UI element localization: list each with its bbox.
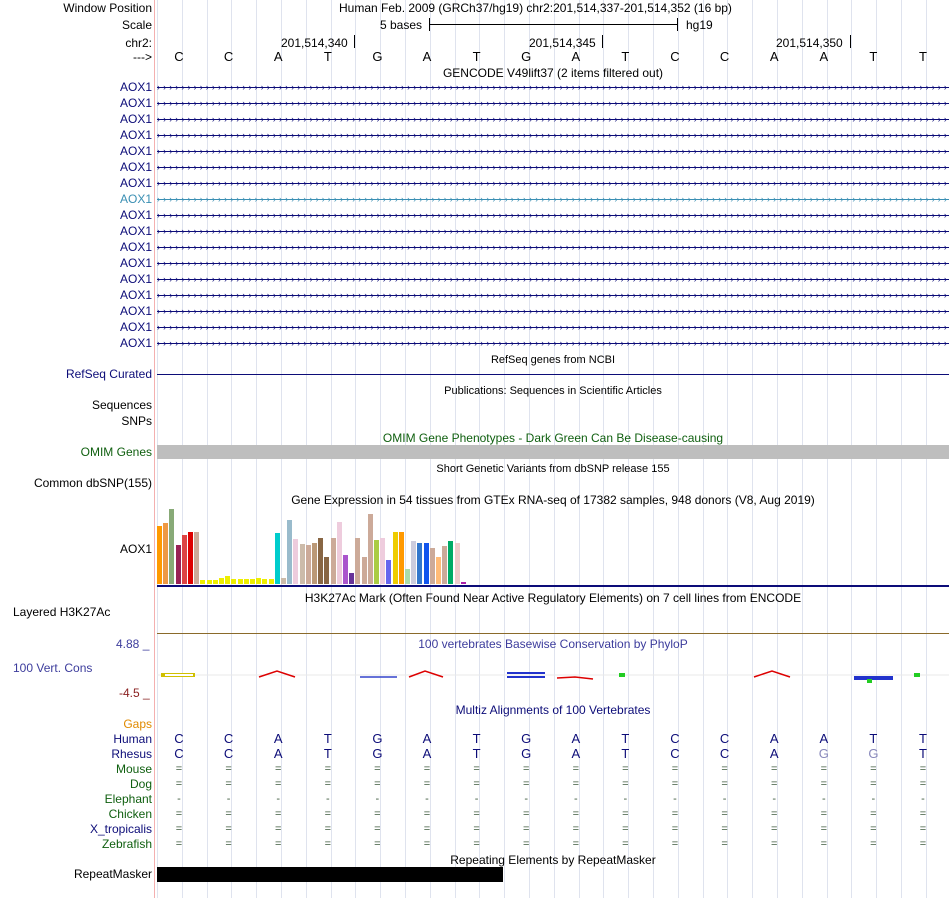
repeatmasker-element[interactable] (157, 867, 503, 882)
multiz-base: C (719, 731, 730, 746)
gtex-tissue-bar[interactable] (244, 579, 249, 584)
multiz-species-label[interactable]: Zebrafish (101, 837, 152, 851)
multiz-base: = (671, 838, 679, 850)
base-letter: C (223, 49, 234, 64)
chrom-label: chr2: (125, 36, 152, 50)
multiz-base: - (524, 793, 529, 805)
gencode-transcript[interactable]: › › › › › › › › › › › › › › › › › › › › › › › › › › › › › › › › › › › › › › › › › › › › › › › › › › › › › › › › › › › › › › › › › › › › › › › › › › › › › › › › › › › › › › › › › › › › › › › › › › › › › › › › › › › › › › › › › › › › › › › › › › › › › › › › › › (157, 275, 949, 284)
multiz-base: = (820, 778, 828, 790)
gtex-title[interactable]: Gene Expression in 54 tissues from GTEx RNA-seq of 17382 samples, 948 donors (V8, Aug 2019) (291, 493, 815, 507)
multiz-base: - (623, 793, 628, 805)
gtex-tissue-bar[interactable] (331, 538, 336, 584)
gtex-tissue-bar[interactable] (269, 579, 274, 584)
gtex-label[interactable]: AOX1 (119, 542, 152, 556)
multiz-base: = (820, 823, 828, 835)
multiz-base: G (521, 731, 532, 746)
gencode-transcript[interactable]: › › › › › › › › › › › › › › › › › › › › › › › › › › › › › › › › › › › › › › › › › › › › › › › › › › › › › › › › › › › › › › › › › › › › › › › › › › › › › › › › › › › › › › › › › › › › › › › › › › › › › › › › › › › › › › › › › › › › › › › › › › › › › › › › › › (157, 83, 949, 92)
multiz-base: C (174, 731, 184, 746)
publications-label-sequences[interactable]: Sequences (91, 398, 152, 412)
base-letter: C (670, 49, 680, 64)
multiz-base: = (423, 763, 431, 775)
gencode-gene-label[interactable]: AOX1 (119, 144, 152, 158)
multiz-base: = (374, 838, 381, 850)
multiz-base: T (323, 731, 332, 746)
multiz-base: G (868, 746, 879, 761)
dbsnp-title[interactable]: Short Genetic Variants from dbSNP release 155 (436, 463, 670, 475)
multiz-base: - (226, 793, 231, 805)
gtex-tissue-bar[interactable] (368, 514, 373, 584)
multiz-base: = (919, 778, 927, 790)
multiz-base: = (274, 778, 282, 790)
gtex-tissue-bar[interactable] (238, 579, 243, 584)
gtex-tissue-bar[interactable] (287, 520, 292, 584)
base-letter: A (769, 49, 779, 64)
multiz-base: = (225, 778, 232, 790)
multiz-base: = (522, 808, 530, 820)
position-label-1: 201,514,340 (281, 36, 348, 50)
scale-db: hg19 (686, 18, 713, 32)
multiz-base: = (770, 808, 778, 820)
conservation-plot[interactable] (157, 664, 949, 686)
multiz-base: = (324, 763, 332, 775)
base-letter: G (372, 49, 383, 64)
gencode-transcript[interactable]: › › › › › › › › › › › › › › › › › › › › › › › › › › › › › › › › › › › › › › › › › › › › › › › › › › › › › › › › › › › › › › › › › › › › › › › › › › › › › › › › › › › › › › › › › › › › › › › › › › › › › › › › › › › › › › › › › › › › › › › › › › › › › › › › › › (157, 339, 949, 348)
gencode-transcript[interactable]: › › › › › › › › › › › › › › › › › › › › › › › › › › › › › › › › › › › › › › › › › › › › › › › › › › › › › › › › › › › › › › › › › › › › › › › › › › › › › › › › › › › › › › › › › › › › › › › › › › › › › › › › › › › › › › › › › › › › › › › › › › › › › › › › › › (157, 227, 949, 236)
multiz-base: = (324, 823, 332, 835)
gtex-tissue-bar[interactable] (374, 540, 379, 584)
gencode-gene-label[interactable]: AOX1 (119, 160, 152, 174)
gtex-tissue-bar[interactable] (424, 543, 429, 584)
gencode-transcript[interactable]: › › › › › › › › › › › › › › › › › › › › › › › › › › › › › › › › › › › › › › › › › › › › › › › › › › › › › › › › › › › › › › › › › › › › › › › › › › › › › › › › › › › › › › › › › › › › › › › › › › › › › › › › › › › › › › › › › › › › › › › › › › › › › › › › › › (157, 243, 949, 252)
multiz-base: = (572, 778, 580, 790)
multiz-base: = (225, 763, 232, 775)
multiz-base: T (919, 731, 927, 746)
multiz-base: = (870, 823, 877, 835)
track-left-edge (154, 0, 155, 898)
repeatmasker-title[interactable]: Repeating Elements by RepeatMasker (450, 853, 656, 867)
multiz-base: C (223, 746, 234, 761)
multiz-base: A (571, 746, 581, 761)
base-letter: C (174, 49, 184, 64)
multiz-base: G (372, 746, 383, 761)
multiz-title[interactable]: Multiz Alignments of 100 Vertebrates (455, 703, 651, 717)
multiz-base: G (818, 746, 829, 761)
gtex-tissue-bar[interactable] (225, 576, 230, 584)
multiz-species-label[interactable]: Chicken (108, 807, 152, 821)
multiz-base: - (276, 793, 281, 805)
base-letter: A (273, 49, 283, 64)
base-letter: T (621, 49, 630, 64)
omim-gene-bar[interactable] (157, 445, 949, 459)
gtex-tissue-bar[interactable] (219, 578, 224, 584)
multiz-base: - (871, 793, 876, 805)
multiz-base: = (721, 808, 728, 820)
gtex-tissue-bar[interactable] (231, 579, 236, 584)
h3k27ac-label[interactable]: Layered H3K27Ac (13, 605, 111, 619)
multiz-base: = (572, 808, 580, 820)
gencode-transcript[interactable]: › › › › › › › › › › › › › › › › › › › › › › › › › › › › › › › › › › › › › › › › › › › › › › › › › › › › › › › › › › › › › › › › › › › › › › › › › › › › › › › › › › › › › › › › › › › › › › › › › › › › › › › › › › › › › › › › › › › › › › › › › › › › › › › › › › (157, 131, 949, 140)
multiz-base: = (721, 763, 728, 775)
gtex-tissue-bar[interactable] (417, 543, 422, 584)
multiz-base: = (374, 823, 381, 835)
multiz-base: = (473, 823, 480, 835)
multiz-base: = (770, 823, 778, 835)
multiz-base: C (670, 746, 680, 761)
multiz-base: = (919, 823, 927, 835)
gencode-gene-label[interactable]: AOX1 (119, 256, 152, 270)
multiz-base: = (870, 808, 877, 820)
multiz-base: = (522, 838, 530, 850)
gtex-tissue-bar[interactable] (163, 523, 168, 584)
multiz-species-label[interactable]: Elephant (104, 792, 152, 806)
multiz-base: - (772, 793, 777, 805)
h3k27ac-baseline (157, 633, 949, 634)
multiz-base: = (770, 778, 778, 790)
gtex-gene-line (157, 585, 949, 587)
multiz-base: - (425, 793, 429, 805)
gencode-transcript[interactable]: › › › › › › › › › › › › › › › › › › › › › › › › › › › › › › › › › › › › › › › › › › › › › › › › › › › › › › › › › › › › › › › › › › › › › › › › › › › › › › › › › › › › › › › › › › › › › › › › › › › › › › › › › › › › › › › › › › › › › › › › › › › › › › › › › › (157, 195, 949, 204)
gtex-tissue-bar[interactable] (430, 548, 435, 584)
multiz-base: = (274, 763, 282, 775)
gtex-tissue-bar[interactable] (262, 579, 267, 584)
multiz-base: - (375, 793, 380, 805)
multiz-base: = (423, 823, 431, 835)
multiz-base: = (622, 763, 629, 775)
multiz-base: T (919, 746, 927, 761)
gtex-tissue-bar[interactable] (281, 578, 286, 584)
multiz-base: = (522, 823, 530, 835)
gtex-tissue-bar[interactable] (312, 543, 317, 584)
multiz-base: = (374, 778, 381, 790)
multiz-base: = (324, 808, 332, 820)
ruler-tick (602, 35, 603, 48)
multiz-base: = (820, 838, 828, 850)
multiz-base: = (870, 763, 877, 775)
gtex-tissue-bar[interactable] (194, 532, 199, 584)
gtex-tissue-bar[interactable] (213, 580, 218, 584)
gencode-gene-label[interactable]: AOX1 (119, 192, 152, 206)
multiz-species-label[interactable]: Human (113, 732, 152, 746)
multiz-gaps-label[interactable]: Gaps (123, 717, 152, 731)
gtex-tissue-bar[interactable] (349, 573, 354, 584)
gencode-transcript[interactable]: › › › › › › › › › › › › › › › › › › › › › › › › › › › › › › › › › › › › › › › › › › › › › › › › › › › › › › › › › › › › › › › › › › › › › › › › › › › › › › › › › › › › › › › › › › › › › › › › › › › › › › › › › › › › › › › › › › › › › › › › › › › › › › › › › › (157, 307, 949, 316)
omim-label[interactable]: OMIM Genes (80, 445, 152, 459)
base-letter: A (571, 49, 581, 64)
multiz-base: = (473, 808, 480, 820)
dbsnp-label[interactable]: Common dbSNP(155) (33, 476, 152, 490)
multiz-base: = (820, 808, 828, 820)
multiz-base: = (175, 763, 183, 775)
multiz-base: = (770, 838, 778, 850)
multiz-base: C (223, 731, 234, 746)
gtex-tissue-bar[interactable] (300, 544, 305, 584)
multiz-base: C (670, 731, 680, 746)
gtex-tissue-bar[interactable] (362, 557, 367, 584)
gencode-transcript[interactable]: › › › › › › › › › › › › › › › › › › › › › › › › › › › › › › › › › › › › › › › › › › › › › › › › › › › › › › › › › › › › › › › › › › › › › › › › › › › › › › › › › › › › › › › › › › › › › › › › › › › › › › › › › › › › › › › › › › › › › › › › › › › › › › › › › › (157, 115, 949, 124)
gtex-tissue-bar[interactable] (182, 535, 187, 584)
multiz-base: - (673, 793, 677, 805)
multiz-base: A (769, 746, 779, 761)
multiz-base: = (324, 778, 332, 790)
multiz-species-label[interactable]: Mouse (115, 762, 152, 776)
multiz-base: = (324, 838, 332, 850)
scale-text: 5 bases (380, 18, 423, 32)
gtex-tissue-bar[interactable] (337, 522, 342, 584)
multiz-base: A (273, 731, 283, 746)
multiz-base: = (870, 838, 877, 850)
multiz-base: = (423, 838, 431, 850)
base-letter: T (919, 49, 927, 64)
multiz-base: = (225, 823, 232, 835)
multiz-base: A (422, 746, 432, 761)
window-position-label: Window Position (63, 1, 152, 15)
gencode-transcript[interactable]: › › › › › › › › › › › › › › › › › › › › › › › › › › › › › › › › › › › › › › › › › › › › › › › › › › › › › › › › › › › › › › › › › › › › › › › › › › › › › › › › › › › › › › › › › › › › › › › › › › › › › › › › › › › › › › › › › › › › › › › › › › › › › › › › › › (157, 147, 949, 156)
base-letter: T (869, 49, 878, 64)
multiz-base: T (472, 731, 481, 746)
scale-bar-right (677, 18, 678, 31)
multiz-base: T (621, 746, 630, 761)
multiz-base: = (473, 763, 480, 775)
gtex-tissue-bar[interactable] (442, 546, 447, 584)
gtex-tissue-bar[interactable] (324, 557, 329, 584)
multiz-base: - (325, 793, 330, 805)
multiz-base: T (472, 746, 481, 761)
gencode-gene-label[interactable]: AOX1 (119, 272, 152, 286)
multiz-base: = (671, 808, 679, 820)
gencode-gene-label[interactable]: AOX1 (119, 240, 152, 254)
gtex-bar-chart[interactable] (157, 508, 537, 584)
gtex-tissue-bar[interactable] (200, 580, 205, 584)
gtex-tissue-bar[interactable] (386, 560, 391, 584)
multiz-base: = (175, 838, 183, 850)
multiz-base: T (323, 746, 332, 761)
multiz-base: = (572, 823, 580, 835)
multiz-base: = (870, 778, 877, 790)
refseq-gene-line[interactable] (157, 374, 949, 375)
gtex-tissue-bar[interactable] (355, 538, 360, 584)
multiz-base: A (769, 731, 779, 746)
gtex-tissue-bar[interactable] (448, 541, 453, 584)
strand-label: ---> (133, 50, 152, 64)
omim-title[interactable]: OMIM Gene Phenotypes - Dark Green Can Be Disease-causing (382, 431, 724, 445)
gtex-tissue-bar[interactable] (207, 580, 212, 584)
multiz-base: = (721, 838, 728, 850)
multiz-base: T (621, 731, 630, 746)
multiz-base: - (573, 793, 578, 805)
conservation-min-label: -4.5 _ (119, 686, 150, 700)
gencode-gene-label[interactable]: AOX1 (119, 336, 152, 350)
gencode-transcript[interactable]: › › › › › › › › › › › › › › › › › › › › › › › › › › › › › › › › › › › › › › › › › › › › › › › › › › › › › › › › › › › › › › › › › › › › › › › › › › › › › › › › › › › › › › › › › › › › › › › › › › › › › › › › › › › › › › › › › › › › › › › › › › › › › › › › › › (157, 163, 949, 172)
gtex-tissue-bar[interactable] (399, 532, 404, 584)
gtex-tissue-bar[interactable] (157, 526, 162, 584)
multiz-base: = (622, 838, 629, 850)
gtex-tissue-bar[interactable] (176, 545, 181, 584)
multiz-base: = (919, 763, 927, 775)
base-letter: A (819, 49, 829, 64)
multiz-base: = (522, 763, 530, 775)
multiz-base: = (820, 763, 828, 775)
multiz-base: = (622, 823, 629, 835)
multiz-base: = (473, 778, 480, 790)
gtex-tissue-bar[interactable] (169, 509, 174, 584)
scale-bar (429, 24, 677, 25)
gtex-tissue-bar[interactable] (306, 545, 311, 584)
multiz-base: = (274, 823, 282, 835)
gencode-gene-label[interactable]: AOX1 (119, 208, 152, 222)
multiz-base: = (374, 763, 381, 775)
scale-label: Scale (121, 18, 152, 32)
multiz-base: A (819, 731, 829, 746)
gencode-transcript[interactable]: › › › › › › › › › › › › › › › › › › › › › › › › › › › › › › › › › › › › › › › › › › › › › › › › › › › › › › › › › › › › › › › › › › › › › › › › › › › › › › › › › › › › › › › › › › › › › › › › › › › › › › › › › › › › › › › › › › › › › › › › › › › › › › › › › › (157, 211, 949, 220)
multiz-base: - (722, 793, 727, 805)
gtex-tissue-bar[interactable] (343, 555, 348, 584)
multiz-base: = (274, 808, 282, 820)
multiz-base: - (921, 793, 925, 805)
multiz-base: = (721, 823, 728, 835)
gencode-gene-label[interactable]: AOX1 (119, 80, 152, 94)
gencode-gene-label[interactable]: AOX1 (119, 288, 152, 302)
gencode-transcript[interactable]: › › › › › › › › › › › › › › › › › › › › › › › › › › › › › › › › › › › › › › › › › › › › › › › › › › › › › › › › › › › › › › › › › › › › › › › › › › › › › › › › › › › › › › › › › › › › › › › › › › › › › › › › › › › › › › › › › › › › › › › › › › › › › › › › › › (157, 291, 949, 300)
gtex-tissue-bar[interactable] (455, 543, 460, 584)
gtex-tissue-bar[interactable] (411, 541, 416, 584)
multiz-base: = (671, 763, 679, 775)
multiz-species-label[interactable]: Rhesus (111, 747, 152, 761)
gtex-tissue-bar[interactable] (250, 579, 255, 584)
gtex-tissue-bar[interactable] (293, 539, 298, 584)
multiz-base: = (374, 808, 381, 820)
multiz-base: = (522, 778, 530, 790)
multiz-base: A (571, 731, 581, 746)
multiz-base: - (474, 793, 479, 805)
gtex-tissue-bar[interactable] (275, 533, 280, 584)
multiz-base: G (372, 731, 383, 746)
multiz-base: = (225, 808, 232, 820)
base-letter: T (472, 49, 481, 64)
assembly-info[interactable]: Human Feb. 2009 (GRCh37/hg19) chr2:201,514,337-201,514,352 (16 bp) (339, 1, 732, 15)
multiz-base: = (671, 778, 679, 790)
multiz-base: - (821, 793, 826, 805)
multiz-base: = (423, 808, 431, 820)
base-letter: C (719, 49, 730, 64)
base-letter: A (422, 49, 432, 64)
conservation-label[interactable]: 100 Vert. Cons (13, 661, 93, 675)
conservation-title[interactable]: 100 vertebrates Basewise Conservation by PhyloP (418, 637, 688, 651)
multiz-base: = (622, 808, 629, 820)
gtex-tissue-bar[interactable] (436, 557, 441, 584)
multiz-base: A (273, 746, 283, 761)
gtex-tissue-bar[interactable] (393, 532, 398, 584)
multiz-base: = (721, 778, 728, 790)
gtex-tissue-bar[interactable] (380, 538, 385, 584)
multiz-base: = (770, 763, 778, 775)
position-label-2: 201,514,345 (529, 36, 596, 50)
multiz-base: T (869, 731, 878, 746)
publications-title[interactable]: Publications: Sequences in Scientific Articles (444, 385, 662, 397)
h3k27ac-title[interactable]: H3K27Ac Mark (Often Found Near Active Regulatory Elements) on 7 cell lines from ENCODE (304, 591, 802, 605)
gencode-transcript[interactable]: › › › › › › › › › › › › › › › › › › › › › › › › › › › › › › › › › › › › › › › › › › › › › › › › › › › › › › › › › › › › › › › › › › › › › › › › › › › › › › › › › › › › › › › › › › › › › › › › › › › › › › › › › › › › › › › › › › › › › › › › › › › › › › › › › › (157, 259, 949, 268)
multiz-base: = (423, 778, 431, 790)
gencode-gene-label[interactable]: AOX1 (119, 128, 152, 142)
multiz-base: C (174, 746, 184, 761)
conservation-max-label: 4.88 _ (116, 637, 150, 651)
gencode-gene-label[interactable]: AOX1 (119, 112, 152, 126)
multiz-species-label[interactable]: Dog (129, 777, 152, 791)
gencode-transcript[interactable]: › › › › › › › › › › › › › › › › › › › › › › › › › › › › › › › › › › › › › › › › › › › › › › › › › › › › › › › › › › › › › › › › › › › › › › › › › › › › › › › › › › › › › › › › › › › › › › › › › › › › › › › › › › › › › › › › › › › › › › › › › › › › › › › › › › (157, 99, 949, 108)
gencode-gene-label[interactable]: AOX1 (119, 176, 152, 190)
gencode-gene-label[interactable]: AOX1 (119, 320, 152, 334)
multiz-base: A (422, 731, 432, 746)
multiz-base: = (671, 823, 679, 835)
gencode-title[interactable]: GENCODE V49lift37 (2 items filtered out) (442, 66, 664, 80)
multiz-species-label[interactable]: X_tropicalis (89, 822, 152, 836)
multiz-base: - (177, 793, 181, 805)
gencode-transcript[interactable]: › › › › › › › › › › › › › › › › › › › › › › › › › › › › › › › › › › › › › › › › › › › › › › › › › › › › › › › › › › › › › › › › › › › › › › › › › › › › › › › › › › › › › › › › › › › › › › › › › › › › › › › › › › › › › › › › › › › › › › › › › › › › › › › › › › (157, 323, 949, 332)
gencode-gene-label[interactable]: AOX1 (119, 304, 152, 318)
ruler-tick (850, 35, 851, 48)
multiz-base: = (572, 763, 580, 775)
gtex-tissue-bar[interactable] (461, 582, 466, 584)
multiz-base: = (919, 808, 927, 820)
multiz-base: G (521, 746, 532, 761)
multiz-base: = (622, 778, 629, 790)
ruler-tick (354, 35, 355, 48)
refseq-label[interactable]: RefSeq Curated (65, 367, 152, 381)
gtex-tissue-bar[interactable] (256, 578, 261, 584)
multiz-base: = (274, 838, 282, 850)
gtex-tissue-bar[interactable] (188, 532, 193, 584)
multiz-base: = (175, 778, 183, 790)
refseq-title[interactable]: RefSeq genes from NCBI (490, 354, 616, 366)
multiz-base: = (175, 808, 183, 820)
publications-label-snps[interactable]: SNPs (121, 414, 152, 428)
multiz-base: = (919, 838, 927, 850)
gencode-gene-label[interactable]: AOX1 (119, 224, 152, 238)
multiz-base: = (225, 838, 232, 850)
repeatmasker-label[interactable]: RepeatMasker (73, 867, 152, 881)
base-letter: G (521, 49, 532, 64)
multiz-base: C (719, 746, 730, 761)
multiz-base: = (473, 838, 480, 850)
multiz-base: = (572, 838, 580, 850)
multiz-base: = (175, 823, 183, 835)
gtex-tissue-bar[interactable] (318, 538, 323, 584)
gencode-gene-label[interactable]: AOX1 (119, 96, 152, 110)
position-label-3: 201,514,350 (776, 36, 843, 50)
base-letter: T (323, 49, 332, 64)
gencode-transcript[interactable]: › › › › › › › › › › › › › › › › › › › › › › › › › › › › › › › › › › › › › › › › › › › › › › › › › › › › › › › › › › › › › › › › › › › › › › › › › › › › › › › › › › › › › › › › › › › › › › › › › › › › › › › › › › › › › › › › › › › › › › › › › › › › › › › › › › (157, 179, 949, 188)
gtex-tissue-bar[interactable] (405, 569, 410, 584)
